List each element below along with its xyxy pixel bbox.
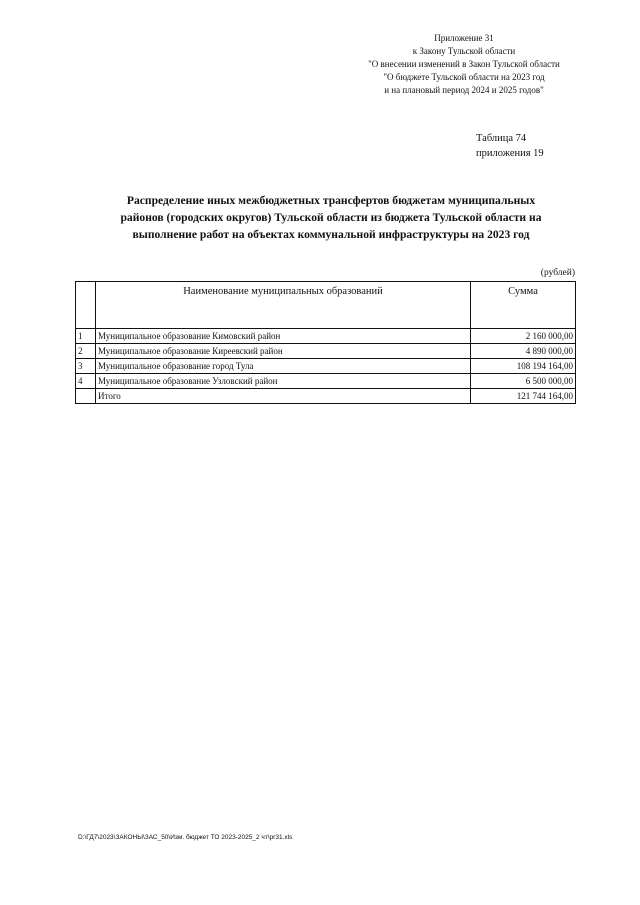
header-name: Наименование муниципальных образований [96,282,471,329]
table-row [76,329,576,344]
appendix-header [330,32,598,97]
table-reference [476,131,544,161]
table-row [76,359,576,374]
header-sum: Сумма [471,282,576,329]
row-name: Муниципальное образование Узловский район [96,374,471,389]
total-label: Итого [96,389,471,404]
row-name: Муниципальное образование Киреевский район [96,344,471,359]
title-line: районов (городских округов) Тульской области из бюджета Тульской области на [120,211,542,224]
appendix-line: Приложение 31 [434,33,494,43]
row-name: Муниципальное образование Кимовский район [96,329,471,344]
appendix-line: и на плановый период 2024 и 2025 годов" [384,85,544,95]
row-number: 1 [76,329,96,344]
row-sum: 6 500 000,00 [471,374,576,389]
table-total-row [76,389,576,404]
title-line: выполнение работ на объектах коммунальной инфраструктуры на 2023 год [132,228,530,241]
header-number [76,282,96,329]
units-label: (рублей) [540,268,575,278]
table-appendix: приложения 19 [476,148,544,159]
row-sum: 4 890 000,00 [471,344,576,359]
row-number: 4 [76,374,96,389]
appendix-line: к Закону Тульской области [412,46,516,56]
table-row [76,374,576,389]
total-sum: 121 744 164,00 [471,389,576,404]
table-row [76,344,576,359]
row-name: Муниципальное образование город Тула [96,359,471,374]
row-sum: 108 194 164,00 [471,359,576,374]
row-number: 2 [76,344,96,359]
table-number: Таблица 74 [476,133,527,144]
total-number [76,389,96,404]
document-title [88,192,574,243]
title-line: Распределение иных межбюджетных трансфертов бюджетам муниципальных [126,194,536,207]
transfers-table [75,281,576,404]
row-sum: 2 160 000,00 [471,329,576,344]
appendix-line: "О бюджете Тульской области на 2023 год [383,72,545,82]
row-number: 3 [76,359,96,374]
table-header-row [76,282,576,329]
appendix-line: "О внесении изменений в Закон Тульской области [368,59,560,69]
file-path-footer: D:\ГД7\2023\ЗАКОНЫ\ЗАС_50\Изм. бюджет ТО 2023-2025_2 чт\pr31.xls [78,834,293,841]
